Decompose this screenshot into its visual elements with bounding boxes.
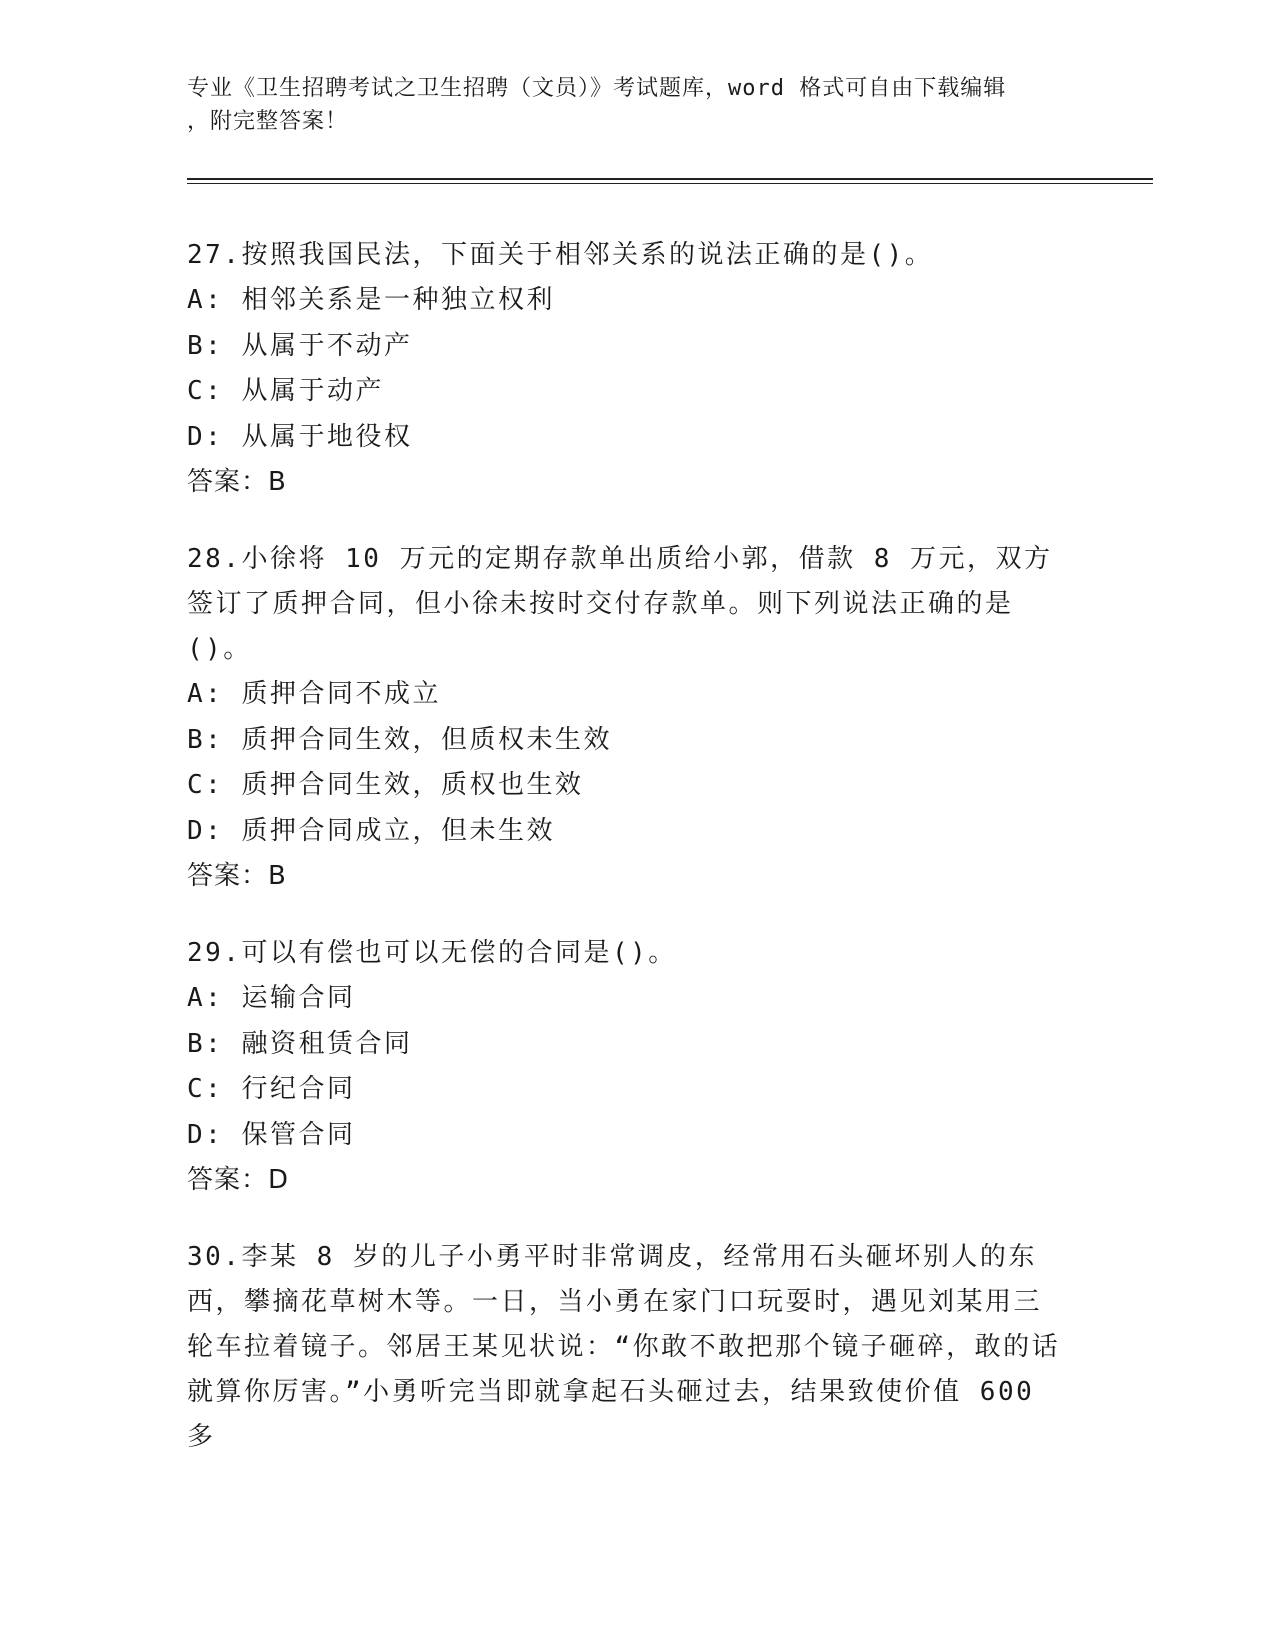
question-stem: 29.可以有偿也可以无偿的合同是()。 <box>187 938 677 968</box>
question-30 <box>187 1235 1067 1460</box>
option-c: C: 行纪合同 <box>187 1074 356 1104</box>
header-title-line-2: ，附完整答案！ <box>187 109 349 134</box>
option-b: B: 融资租赁合同 <box>187 1028 413 1059</box>
option-c: C: 从属于动产 <box>187 376 384 406</box>
question-stem: 28.小徐将 10 万元的定期存款单出质给小郭，借款 8 万元，双方签订了质押合同，但小徐未按时交付存款单。则下列说法正确的是()。 <box>187 544 1053 664</box>
option-a: A: 运输合同 <box>187 983 356 1013</box>
question-stem: 27.按照我国民法，下面关于相邻关系的说法正确的是()。 <box>187 240 934 270</box>
document-header <box>187 72 1067 138</box>
option-d: D: 质押合同成立，但未生效 <box>187 815 555 846</box>
option-d: D: 从属于地役权 <box>187 421 413 452</box>
option-c: C: 质押合同生效，质权也生效 <box>187 770 584 800</box>
header-divider <box>187 178 1153 184</box>
option-b: B: 质押合同生效，但质权未生效 <box>187 724 612 755</box>
answer-label: 答案：D <box>187 1165 290 1195</box>
option-a: A: 质押合同不成立 <box>187 679 441 709</box>
option-b: B: 从属于不动产 <box>187 330 413 361</box>
answer-label: 答案：B <box>187 467 287 497</box>
question-27 <box>187 233 1067 505</box>
question-list <box>187 233 1067 1492</box>
answer-label: 答案：B <box>187 861 287 891</box>
question-28 <box>187 537 1067 899</box>
header-title-line-1: 专业《卫生招聘考试之卫生招聘（文员）》考试题库，word 格式可自由下载编辑 <box>187 76 1007 101</box>
option-d: D: 保管合同 <box>187 1119 356 1150</box>
option-a: A: 相邻关系是一种独立权利 <box>187 285 555 315</box>
question-stem: 30.李某 8 岁的儿子小勇平时非常调皮，经常用石头砸坏别人的东西，攀摘花草树木等。一日，当小勇在家门口玩耍时，遇见刘某用三轮车拉着镜子。邻居王某见状说：“你敢不敢把那个镜子砸碎，敢的话就算你厉害。”小勇听完当即就拿起石头砸过去，结果致使价值 600 多 <box>187 1242 1061 1452</box>
question-29 <box>187 931 1067 1203</box>
